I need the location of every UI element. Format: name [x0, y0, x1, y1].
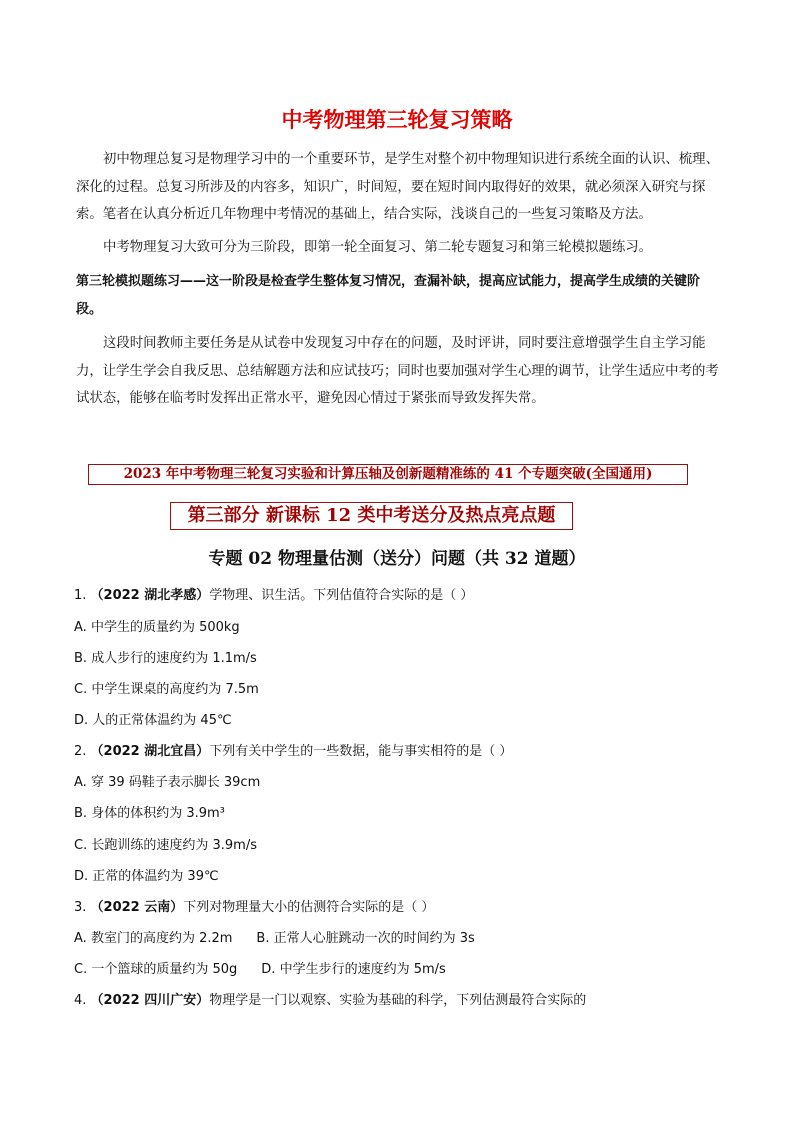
- intro-paragraph-1: 初中物理总复习是物理学习中的一个重要环节，是学生对整个初中物理知识进行系统全面的认识、梳理、深化的过程。总复习所涉及的内容多，知识广，时间短，要在短时间内取得好的效果，就必须深入研究与探索。笔者在认真分析近几年物理中考情况的基础上，结合实际，浅谈自己的一些复习策略及方法。: [76, 152, 719, 222]
- option-text: 中学生步行的速度约为 5m/s: [279, 962, 446, 977]
- option-letter: D.: [261, 962, 276, 977]
- question-source: （2022 四川广安）: [90, 993, 210, 1008]
- option-letter: C.: [74, 682, 88, 697]
- option-letter: B.: [256, 931, 270, 946]
- question-stem: 下列对物理量大小的估测符合实际的是（ ）: [183, 900, 435, 915]
- option-text: 正常的体温约为 39℃: [92, 869, 219, 884]
- question-source: （2022 云南）: [90, 900, 184, 915]
- question-number: 1.: [74, 588, 87, 603]
- option-letter: D.: [74, 713, 89, 728]
- question-number: 4.: [74, 993, 87, 1008]
- option-2a: [74, 773, 260, 793]
- option-letter: A.: [74, 620, 87, 635]
- option-letter: A.: [74, 931, 87, 946]
- question-number: 2.: [74, 744, 87, 759]
- question-stem: 物理学是一门以观察、实验为基础的科学，下列估测最符合实际的: [209, 993, 587, 1008]
- option-text: 人的正常体温约为 45℃: [92, 713, 232, 728]
- question-stem: 下列有关中学生的一些数据，能与事实相符的是（ ）: [209, 744, 513, 759]
- option-2b: [74, 804, 225, 824]
- option-text: 中学生的质量约为 500kg: [90, 620, 240, 635]
- option-text: 正常人心脏跳动一次的时间约为 3s: [273, 931, 475, 946]
- topic-heading: 专题 02 物理量估测（送分）问题（共 32 道题）: [208, 549, 586, 569]
- page-title: 中考物理第三轮复习策略: [281, 108, 513, 132]
- intro-paragraph-4: 这段时间教师主要任务是从试卷中发现复习中存在的问题，及时评讲，同时要注意增强学生自主学习能力，让学生学会自我反思、总结解题方法和应试技巧；同时也要加强对学生心理的调节，让学生适应中考的考试状态，能够在临考时发挥出正常水平，避免因心情过于紧张而导致发挥失常。: [76, 336, 719, 406]
- option-text: 成人步行的速度约为 1.1m/s: [91, 651, 257, 666]
- question-4: [74, 991, 734, 1011]
- option-letter: C.: [74, 962, 88, 977]
- series-banner: 2023 年中考物理三轮复习实验和计算压轴及创新题精准练的 41 个专题突破(全国通用): [88, 464, 688, 485]
- option-row-3ab: [74, 929, 475, 949]
- option-1c: [74, 680, 259, 700]
- option-letter: D.: [74, 869, 89, 884]
- question-2: [74, 742, 734, 762]
- option-1a: [74, 618, 240, 638]
- intro-paragraph-3: 第三轮模拟题练习——这一阶段是检查学生整体复习情况，查漏补缺，提高应试能力，提高学生成绩的关键阶段。: [76, 274, 701, 317]
- question-stem: 学物理、识生活。下列估值符合实际的是（ ）: [209, 588, 474, 603]
- option-1b: [74, 649, 257, 669]
- question-source: （2022 湖北孝感）: [90, 588, 210, 603]
- option-letter: B.: [74, 806, 88, 821]
- option-letter: C.: [74, 838, 88, 853]
- option-letter: A.: [74, 775, 87, 790]
- intro-paragraph-2: 中考物理复习大致可分为三阶段，即第一轮全面复习、第二轮专题复习和第三轮模拟题练习。: [103, 240, 653, 255]
- question-3: [74, 898, 734, 918]
- option-text: 穿 39 码鞋子表示脚长 39cm: [90, 775, 261, 790]
- option-text: 一个篮球的质量约为 50g: [91, 962, 238, 977]
- option-1d: [74, 711, 232, 731]
- option-text: 长跑训练的速度约为 3.9m/s: [91, 838, 257, 853]
- option-letter: B.: [74, 651, 88, 666]
- option-text: 教室门的高度约为 2.2m: [90, 931, 233, 946]
- option-text: 身体的体积约为 3.9m³: [91, 806, 225, 821]
- question-source: （2022 湖北宜昌）: [90, 744, 210, 759]
- option-row-3cd: [74, 960, 446, 980]
- option-2c: [74, 836, 257, 856]
- option-2d: [74, 867, 219, 887]
- question-number: 3.: [74, 900, 87, 915]
- option-text: 中学生课桌的高度约为 7.5m: [91, 682, 259, 697]
- question-1: [74, 586, 734, 606]
- part-heading: 第三部分 新课标 12 类中考送分及热点亮点题: [170, 502, 573, 530]
